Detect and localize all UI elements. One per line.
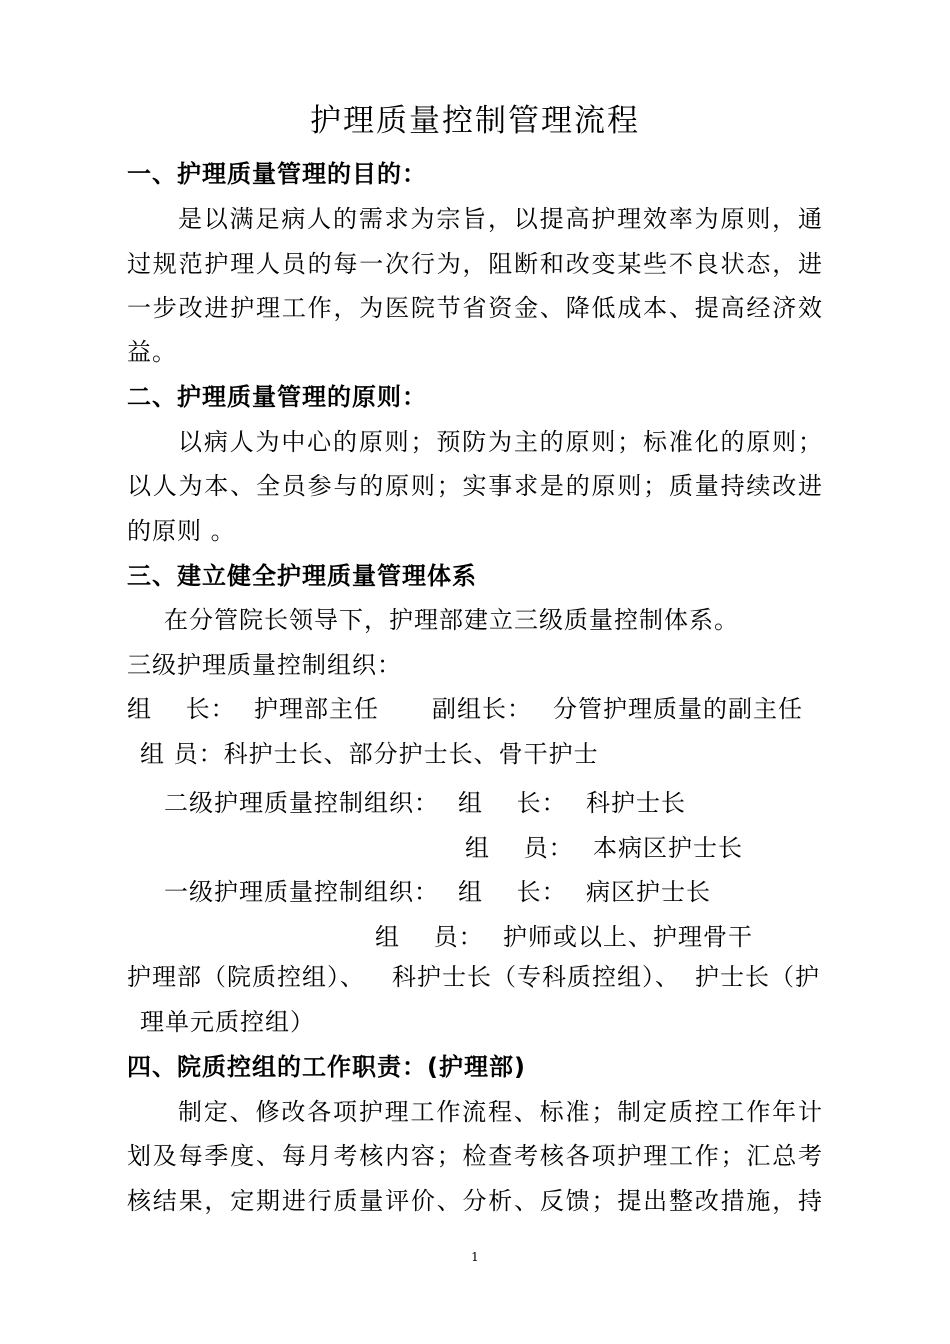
summary-specialty-qc: 科护士长（专科质控组）、 bbox=[392, 963, 680, 991]
level-3-deputy-label: 副组长： bbox=[432, 695, 532, 723]
level-1-title: 一级护理质量控制组织： bbox=[164, 878, 439, 906]
level-3-title: 三级护理质量控制组织： bbox=[127, 651, 402, 679]
level-1-leader: 病区护士长 bbox=[586, 878, 711, 906]
document-title: 护理质量控制管理流程 bbox=[310, 103, 640, 139]
section-1-line-4: 益。 bbox=[127, 338, 177, 366]
section-1-line-2: 过规范护理人员的每一次行为，阻断和改变某些不良状态，进 bbox=[127, 250, 823, 278]
level-3-members: 组 员：科护士长、部分护士长、骨干护士 bbox=[140, 740, 599, 768]
level-1-member-label: 组 员： bbox=[375, 923, 484, 951]
section-4-heading: 四、院质控组的工作职责：(护理部) bbox=[127, 1053, 526, 1081]
summary-unit-qc-start: 护士长（护 bbox=[695, 963, 820, 991]
section-2-line-2: 以人为本、全员参与的原则；实事求是的原则；质量持续改进 bbox=[127, 472, 823, 500]
level-2-title: 二级护理质量控制组织： bbox=[164, 789, 439, 817]
level-1-member: 护师或以上、护理骨干 bbox=[503, 923, 753, 951]
level-3-leader: 护理部主任 bbox=[254, 695, 379, 723]
section-2-heading: 二、护理质量管理的原则： bbox=[127, 383, 427, 411]
level-1-leader-label: 组 长： bbox=[458, 878, 567, 906]
section-1-line-3: 一步改进护理工作，为医院节省资金、降低成本、提高经济效 bbox=[127, 294, 823, 322]
section-1-line-1: 是以满足病人的需求为宗旨，以提高护理效率为原则，通 bbox=[178, 205, 823, 233]
section-1-heading: 一、护理质量管理的目的： bbox=[127, 160, 427, 188]
level-3-leader-label: 组 长： bbox=[127, 695, 236, 723]
summary-unit-qc-end: 理单元质控组） bbox=[140, 1008, 315, 1036]
section-2-line-3: 的原则 。 bbox=[127, 517, 236, 545]
level-2-member-label: 组 员： bbox=[465, 834, 574, 862]
section-4-line-1: 制定、修改各项护理工作流程、标准；制定质控工作年计 bbox=[178, 1098, 823, 1126]
level-2-member: 本病区护士长 bbox=[593, 834, 743, 862]
section-3-heading: 三、建立健全护理质量管理体系 bbox=[127, 562, 477, 590]
level-2-leader-label: 组 长： bbox=[458, 789, 567, 817]
section-4-line-3: 核结果，定期进行质量评价、分析、反馈；提出整改措施，持 bbox=[127, 1187, 823, 1215]
page-number: 1 bbox=[471, 1250, 479, 1264]
section-3-intro: 在分管院长领导下，护理部建立三级质量控制体系。 bbox=[164, 606, 739, 634]
section-4-line-2: 划及每季度、每月考核内容；检查考核各项护理工作；汇总考 bbox=[127, 1142, 823, 1170]
section-2-line-1: 以病人为中心的原则；预防为主的原则；标准化的原则； bbox=[178, 428, 823, 456]
level-3-deputy: 分管护理质量的副主任 bbox=[553, 695, 803, 723]
summary-hospital-qc: 护理部（院质控组）、 bbox=[127, 963, 365, 991]
level-2-leader: 科护士长 bbox=[586, 789, 686, 817]
